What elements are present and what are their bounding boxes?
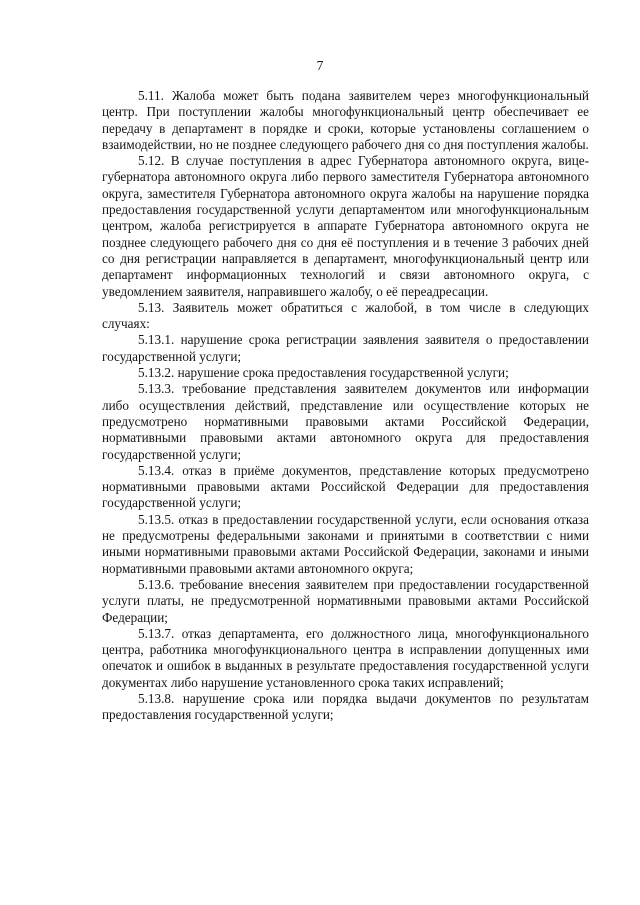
paragraph-5-13-8: 5.13.8. нарушение срока или порядка выдачи документов по результатам предоставления государственной услуги; [102,690,589,723]
document-body [102,88,589,724]
paragraph-5-13: 5.13. Заявитель может обратиться с жалобой, в том числе в следующих случаях: [102,299,589,332]
paragraph-5-11: 5.11. Жалоба может быть подана заявителем через многофункциональный центр. При поступлении жалобы многофункциональный центр обеспечивает ее передачу в департамент в порядке и сроки, которые установлены соглашением о взаимодействии, но не позднее следующего рабочего дня со дня поступления жалобы. [102,88,589,152]
paragraph-5-13-4: 5.13.4. отказ в приёме документов, представление которых предусмотрено нормативными правовыми актами Российской Федерации для предоставления государственной услуги; [102,462,589,511]
paragraph-5-13-6: 5.13.6. требование внесения заявителем при предоставлении государственной услуги платы, не предусмотренной нормативными правовыми актами Российской Федерации; [102,576,589,625]
page-number: 7 [316,58,324,73]
paragraph-5-13-7: 5.13.7. отказ департамента, его должностного лица, многофункционального центра, работника многофункционального центра в исправлении допущенных ими опечаток и ошибок в выданных в результате предоставления государственной услуги документах либо нарушение установленного срока таких исправлений; [102,625,589,690]
paragraph-5-13-3: 5.13.3. требование представления заявителем документов или информации либо осуществления действий, представление или осуществление которых не предусмотрено нормативными правовыми актами Российской Федерации, нормативными правовыми актами автономного округа для предоставления государственной услуги; [102,381,589,462]
paragraph-5-13-1: 5.13.1. нарушение срока регистрации заявления заявителя о предоставлении государственной услуги; [102,332,589,364]
paragraph-5-13-2: 5.13.2. нарушение срока предоставления государственной услуги; [138,365,509,381]
paragraph-5-12: 5.12. В случае поступления в адрес Губернатора автономного округа, вице-губернатора автономного округа либо первого заместителя Губернатора автономного округа, заместителя Губернатора автономного округа жалобы на нарушение порядка предоставления государственной услуги департаментом или многофункциональным центром, жалоба регистрируется в аппарате Губернатора автономного округа не позднее следующего рабочего дня со дня её поступления и в течение 3 рабочих дней со дня регистрации направляется в департамент, многофункциональный центр или департамент информационных технологий и связи автономного округа, с уведомлением заявителя, направившего жалобу, о её переадресации. [102,153,589,299]
paragraph-5-13-5: 5.13.5. отказ в предоставлении государственной услуги, если основания отказа не предусмотрены федеральными законами и принятыми в соответствии с ними иными нормативными правовыми актами Российской Федерации, законами и иными нормативными правовыми актами автономного округа; [102,511,589,576]
